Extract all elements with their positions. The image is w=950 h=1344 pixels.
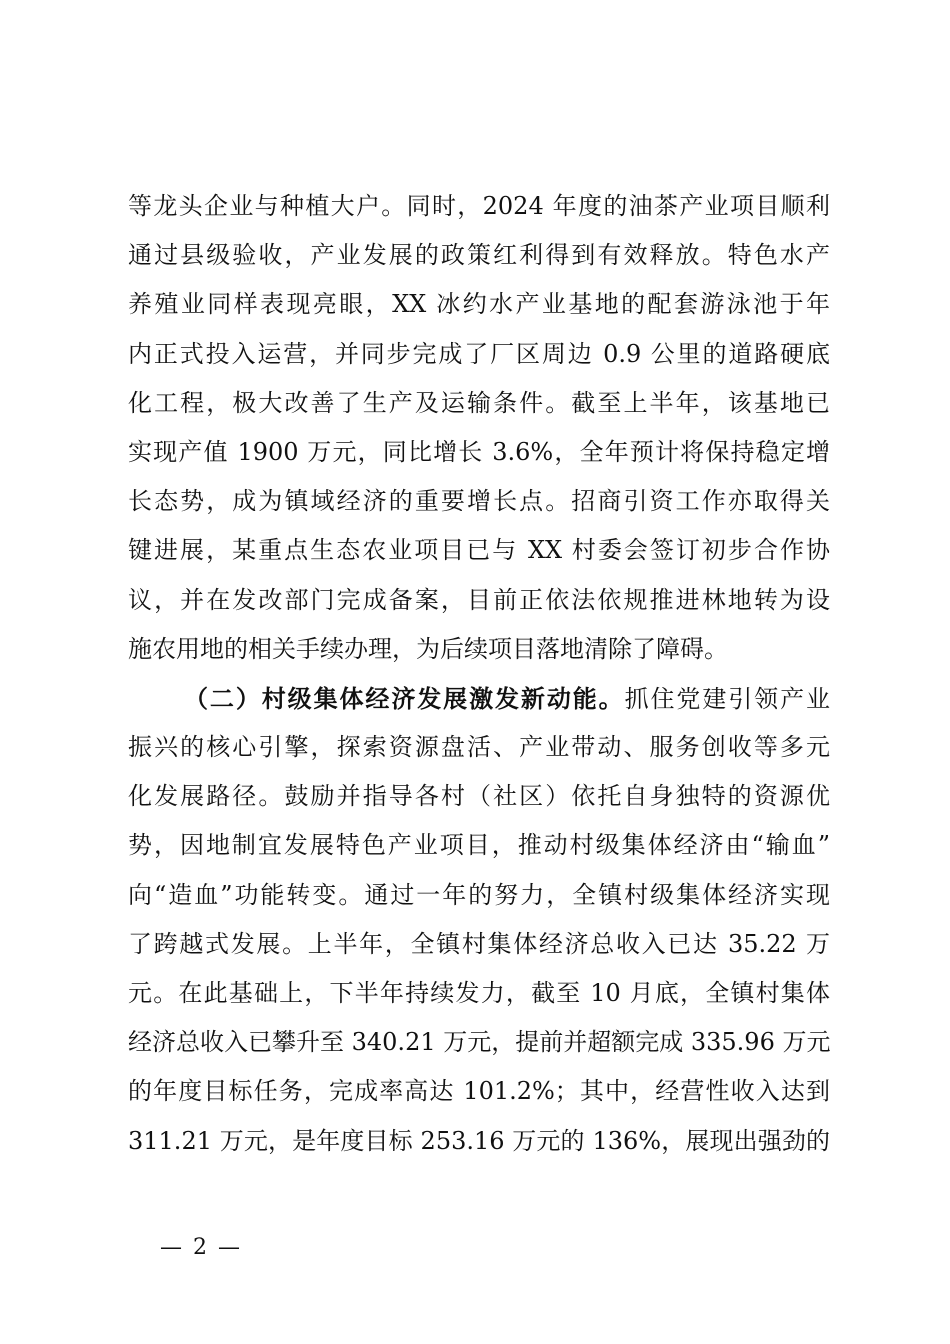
paragraph-2-line-7: 元。在此基础上，下半年持续发力，截至 10 月底，全镇村集体: [128, 979, 830, 1007]
document-body: [128, 182, 830, 1166]
paragraph-1-line-2: 通过县级验收，产业发展的政策红利得到有效释放。特色水产: [128, 241, 830, 270]
paragraph-2-first-line-text: 抓住党建引领产业: [624, 684, 831, 713]
paragraph-1-line-5: 化工程，极大改善了生产及运输条件。截至上半年，该基地已: [128, 388, 830, 417]
page-number: — 2 —: [160, 1235, 242, 1260]
paragraph-2-line-1: [128, 674, 830, 723]
paragraph-2-line-8: 经济总收入已攀升至 340.21 万元，提前并超额完成 335.96 万元: [128, 1028, 831, 1057]
paragraph-2-line-9: 的年度目标任务，完成率高达 101.2%；其中，经营性收入达到: [128, 1077, 830, 1106]
paragraph-1-line-10: 施农用地的相关手续办理，为后续项目落地清除了障碍。: [128, 634, 728, 663]
paragraph-1-line-1: 等龙头企业与种植大户。同时，2024 年度的油茶产业项目顺利: [128, 192, 830, 220]
paragraph-1-line-3: 养殖业同样表现亮眼，XX 冰约水产业基地的配套游泳池于年: [128, 290, 830, 319]
paragraph-2-line-6: 了跨越式发展。上半年，全镇村集体经济总收入已达 35.22 万: [128, 929, 830, 958]
paragraph-2-line-3: 化发展路径。鼓励并指导各村（社区）依托自身独特的资源优: [128, 782, 830, 811]
paragraph-1-line-8: 键进展，某重点生态农业项目已与 XX 村委会签订初步合作协: [128, 536, 830, 565]
paragraph-1-line-7: 长态势，成为镇域经济的重要增长点。招商引资工作亦取得关: [128, 487, 830, 516]
paragraph-1-line-9: 议，并在发改部门完成备案，目前正依法依规推进林地转为设: [128, 585, 830, 614]
paragraph-2-line-5: 向“造血”功能转变。通过一年的努力，全镇村级集体经济实现: [128, 880, 830, 909]
paragraph-2-line-10: 311.21 万元，是年度目标 253.16 万元的 136%，展现出强劲的: [128, 1126, 830, 1155]
section-heading: （二）村级集体经济发展激发新动能。: [184, 683, 625, 713]
paragraph-2-line-2: 振兴的核心引擎，探索资源盘活、产业带动、服务创收等多元: [128, 733, 830, 762]
paragraph-1-line-4: 内正式投入运营，并同步完成了厂区周边 0.9 公里的道路硬底: [128, 339, 830, 368]
paragraph-2-line-4: 势，因地制宜发展特色产业项目，推动村级集体经济由“输血”: [128, 831, 830, 860]
paragraph-1-line-6: 实现产值 1900 万元，同比增长 3.6%，全年预计将保持稳定增: [128, 437, 830, 466]
